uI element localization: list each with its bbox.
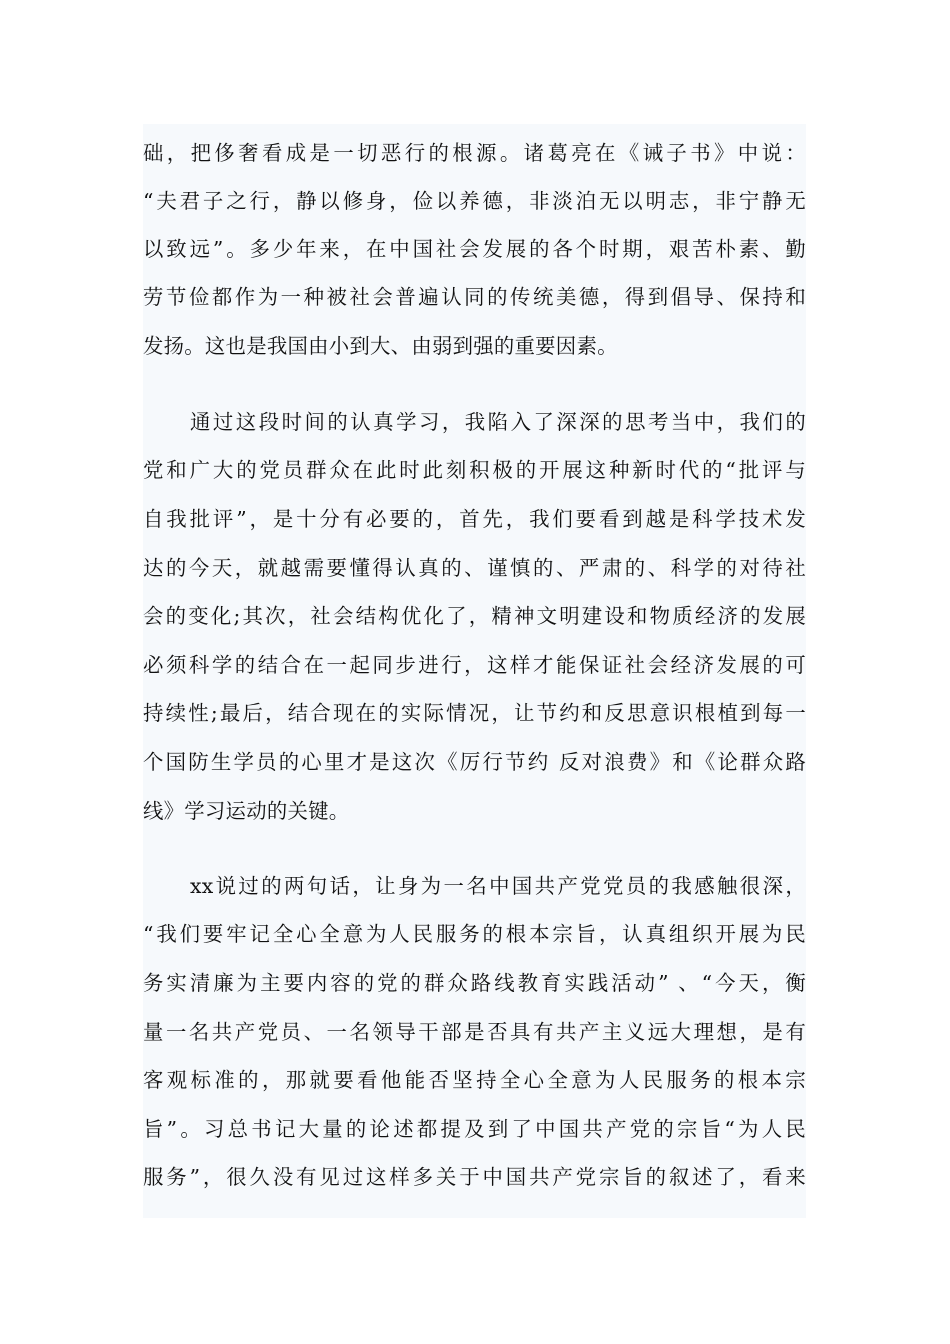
paragraph-2-line-7: 持续性;最后，结合现在的实际情况，让节约和反思意识根植到每一: [143, 701, 806, 725]
paragraph-2-line-6: 必须科学的结合在一起同步进行，这样才能保证社会经济发展的可: [143, 653, 806, 677]
paragraph-2-line-9: 线》学习运动的关键。: [143, 799, 350, 823]
paragraph-3-line-2: “我们要牢记全心全意为人民服务的根本宗旨，认真组织开展为民: [143, 922, 806, 946]
paragraph-3-line-4: 量一名共产党员、一名领导干部是否具有共产主义远大理想，是有: [143, 1020, 806, 1044]
paragraph-1-line-5: 发扬。这也是我国由小到大、由弱到强的重要因素。: [143, 334, 618, 358]
paragraph-3-line-7: 服务”，很久没有见过这样多关于中国共产党宗旨的叙述了，看来: [143, 1165, 806, 1189]
paragraph-1-line-3: 以致远”。多少年来，在中国社会发展的各个时期，艰苦朴素、勤: [143, 237, 806, 261]
paragraph-3-line-6: 旨”。习总书记大量的论述都提及到了中国共产党的宗旨“为人民: [143, 1117, 806, 1141]
paragraph-2-line-1: 通过这段时间的认真学习，我陷入了深深的思考当中，我们的: [190, 410, 806, 434]
paragraph-2-line-5: 会的变化;其次，社会结构优化了，精神文明建设和物质经济的发展: [143, 604, 806, 628]
paragraph-1-line-4: 劳节俭都作为一种被社会普遍认同的传统美德，得到倡导、保持和: [143, 285, 806, 309]
paragraph-2-line-3: 自我批评”，是十分有必要的，首先，我们要看到越是科学技术发: [143, 507, 806, 531]
paragraph-2-line-2: 党和广大的党员群众在此时此刻积极的开展这种新时代的“批评与: [143, 458, 806, 482]
paragraph-1-line-2: “夫君子之行，静以修身，俭以养德，非淡泊无以明志，非宁静无: [143, 189, 806, 213]
paragraph-2-line-4: 达的今天，就越需要懂得认真的、谨慎的、严肃的、科学的对待社: [143, 556, 806, 580]
paragraph-3-line-3: 务实清廉为主要内容的党的群众路线教育实践活动” 、“今天，衡: [143, 971, 806, 995]
paragraph-2-line-8: 个国防生学员的心里才是这次《厉行节约 反对浪费》和《论群众路: [143, 750, 806, 774]
paragraph-3-line-5: 客观标准的，那就要看他能否坚持全心全意为人民服务的根本宗: [143, 1068, 806, 1092]
paragraph-3-line-1: xx说过的两句话，让身为一名中国共产党党员的我感触很深，: [190, 874, 806, 898]
paragraph-1-line-1: 础，把侈奢看成是一切恶行的根源。诸葛亮在《诫子书》中说：: [143, 141, 806, 165]
